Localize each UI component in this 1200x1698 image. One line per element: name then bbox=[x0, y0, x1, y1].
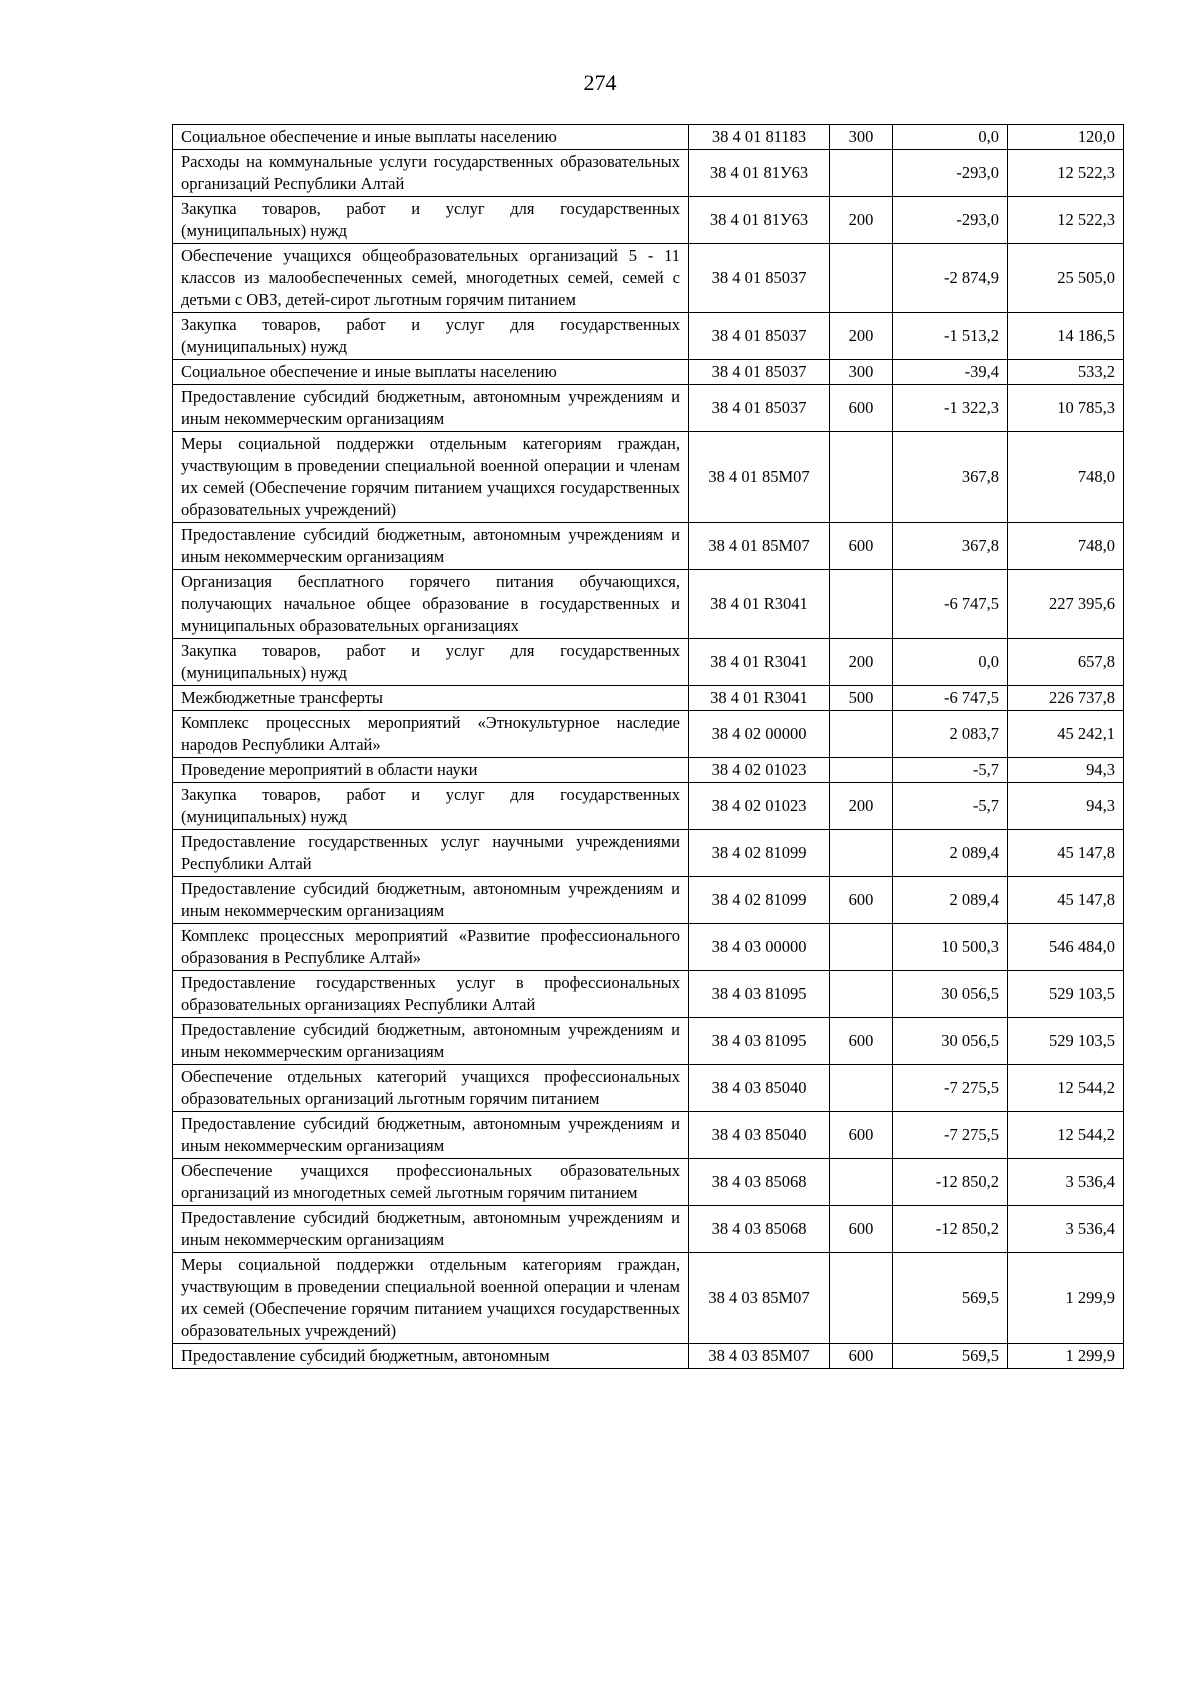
change-amount-cell: 30 056,5 bbox=[893, 1018, 1008, 1065]
expense-type-code-cell bbox=[830, 971, 893, 1018]
item-name-cell: Межбюджетные трансферты bbox=[173, 686, 689, 711]
change-amount-cell: 0,0 bbox=[893, 639, 1008, 686]
table-row bbox=[173, 360, 1124, 385]
table-row bbox=[173, 150, 1124, 197]
table-row bbox=[173, 313, 1124, 360]
table-row bbox=[173, 877, 1124, 924]
expense-type-code-cell: 600 bbox=[830, 523, 893, 570]
change-amount-cell: 10 500,3 bbox=[893, 924, 1008, 971]
table-row bbox=[173, 783, 1124, 830]
change-amount-cell: -7 275,5 bbox=[893, 1112, 1008, 1159]
change-amount-cell: 569,5 bbox=[893, 1253, 1008, 1344]
table-row bbox=[173, 1159, 1124, 1206]
target-article-code-cell: 38 4 01 85037 bbox=[689, 385, 830, 432]
expense-type-code-cell bbox=[830, 1253, 893, 1344]
total-amount-cell: 12 522,3 bbox=[1008, 150, 1124, 197]
change-amount-cell: -12 850,2 bbox=[893, 1206, 1008, 1253]
item-name-cell: Предоставление субсидий бюджетным, автономным учреждениям и иным некоммерческим организациям bbox=[173, 1018, 689, 1065]
change-amount-cell: -2 874,9 bbox=[893, 244, 1008, 313]
total-amount-cell: 25 505,0 bbox=[1008, 244, 1124, 313]
item-name-cell: Меры социальной поддержки отдельным категориям граждан, участвующим в проведении специальной военной операции и членам их семей (Обеспечение горячим питанием учащихся государственных образовательных учреждений) bbox=[173, 432, 689, 523]
item-name-cell: Предоставление государственных услуг научными учреждениями Республики Алтай bbox=[173, 830, 689, 877]
total-amount-cell: 529 103,5 bbox=[1008, 971, 1124, 1018]
table-row bbox=[173, 1112, 1124, 1159]
item-name-cell: Предоставление субсидий бюджетным, автономным учреждениям и иным некоммерческим организациям bbox=[173, 877, 689, 924]
target-article-code-cell: 38 4 02 81099 bbox=[689, 830, 830, 877]
target-article-code-cell: 38 4 01 85М07 bbox=[689, 432, 830, 523]
change-amount-cell: 30 056,5 bbox=[893, 971, 1008, 1018]
item-name-cell: Проведение мероприятий в области науки bbox=[173, 758, 689, 783]
total-amount-cell: 748,0 bbox=[1008, 523, 1124, 570]
target-article-code-cell: 38 4 03 81095 bbox=[689, 971, 830, 1018]
item-name-cell: Социальное обеспечение и иные выплаты населению bbox=[173, 125, 689, 150]
total-amount-cell: 529 103,5 bbox=[1008, 1018, 1124, 1065]
target-article-code-cell: 38 4 02 01023 bbox=[689, 783, 830, 830]
item-name-cell: Комплекс процессных мероприятий «Развитие профессионального образования в Республике Алтай» bbox=[173, 924, 689, 971]
item-name-cell: Социальное обеспечение и иные выплаты населению bbox=[173, 360, 689, 385]
expense-type-code-cell: 600 bbox=[830, 385, 893, 432]
item-name-cell: Закупка товаров, работ и услуг для государственных (муниципальных) нужд bbox=[173, 313, 689, 360]
change-amount-cell: 0,0 bbox=[893, 125, 1008, 150]
expense-type-code-cell: 500 bbox=[830, 686, 893, 711]
item-name-cell: Обеспечение учащихся профессиональных образовательных организаций из многодетных семей льготным горячим питанием bbox=[173, 1159, 689, 1206]
target-article-code-cell: 38 4 03 85040 bbox=[689, 1065, 830, 1112]
expense-type-code-cell: 200 bbox=[830, 783, 893, 830]
table-row bbox=[173, 125, 1124, 150]
item-name-cell: Предоставление субсидий бюджетным, автономным bbox=[173, 1344, 689, 1369]
target-article-code-cell: 38 4 02 00000 bbox=[689, 711, 830, 758]
change-amount-cell: 367,8 bbox=[893, 432, 1008, 523]
change-amount-cell: -1 322,3 bbox=[893, 385, 1008, 432]
table-row bbox=[173, 924, 1124, 971]
change-amount-cell: -5,7 bbox=[893, 758, 1008, 783]
expense-type-code-cell bbox=[830, 711, 893, 758]
target-article-code-cell: 38 4 03 00000 bbox=[689, 924, 830, 971]
expense-type-code-cell: 300 bbox=[830, 360, 893, 385]
total-amount-cell: 227 395,6 bbox=[1008, 570, 1124, 639]
table-row bbox=[173, 758, 1124, 783]
change-amount-cell: -293,0 bbox=[893, 197, 1008, 244]
total-amount-cell: 120,0 bbox=[1008, 125, 1124, 150]
target-article-code-cell: 38 4 03 85М07 bbox=[689, 1253, 830, 1344]
change-amount-cell: -293,0 bbox=[893, 150, 1008, 197]
change-amount-cell: -5,7 bbox=[893, 783, 1008, 830]
expense-type-code-cell: 300 bbox=[830, 125, 893, 150]
target-article-code-cell: 38 4 03 81095 bbox=[689, 1018, 830, 1065]
total-amount-cell: 94,3 bbox=[1008, 783, 1124, 830]
total-amount-cell: 12 522,3 bbox=[1008, 197, 1124, 244]
table-row bbox=[173, 971, 1124, 1018]
target-article-code-cell: 38 4 01 81У63 bbox=[689, 197, 830, 244]
target-article-code-cell: 38 4 03 85068 bbox=[689, 1159, 830, 1206]
change-amount-cell: -6 747,5 bbox=[893, 686, 1008, 711]
target-article-code-cell: 38 4 03 85М07 bbox=[689, 1344, 830, 1369]
expense-type-code-cell: 600 bbox=[830, 1018, 893, 1065]
table-row bbox=[173, 570, 1124, 639]
target-article-code-cell: 38 4 01 81У63 bbox=[689, 150, 830, 197]
table-row bbox=[173, 639, 1124, 686]
target-article-code-cell: 38 4 01 85037 bbox=[689, 244, 830, 313]
target-article-code-cell: 38 4 01 85М07 bbox=[689, 523, 830, 570]
expense-type-code-cell bbox=[830, 244, 893, 313]
expense-type-code-cell bbox=[830, 1065, 893, 1112]
item-name-cell: Меры социальной поддержки отдельным категориям граждан, участвующим в проведении специальной военной операции и членам их семей (Обеспечение горячим питанием учащихся государственных образовательных учреждений) bbox=[173, 1253, 689, 1344]
change-amount-cell: 2 083,7 bbox=[893, 711, 1008, 758]
total-amount-cell: 546 484,0 bbox=[1008, 924, 1124, 971]
change-amount-cell: 2 089,4 bbox=[893, 830, 1008, 877]
table-row bbox=[173, 1344, 1124, 1369]
table-row bbox=[173, 523, 1124, 570]
target-article-code-cell: 38 4 02 81099 bbox=[689, 877, 830, 924]
total-amount-cell: 226 737,8 bbox=[1008, 686, 1124, 711]
total-amount-cell: 10 785,3 bbox=[1008, 385, 1124, 432]
table-row bbox=[173, 385, 1124, 432]
item-name-cell: Закупка товаров, работ и услуг для государственных (муниципальных) нужд bbox=[173, 197, 689, 244]
item-name-cell: Организация бесплатного горячего питания обучающихся, получающих начальное общее образование в государственных и муниципальных образовательных организациях bbox=[173, 570, 689, 639]
expense-type-code-cell bbox=[830, 432, 893, 523]
item-name-cell: Предоставление государственных услуг в профессиональных образовательных организациях Республики Алтай bbox=[173, 971, 689, 1018]
change-amount-cell: 2 089,4 bbox=[893, 877, 1008, 924]
total-amount-cell: 657,8 bbox=[1008, 639, 1124, 686]
item-name-cell: Закупка товаров, работ и услуг для государственных (муниципальных) нужд bbox=[173, 783, 689, 830]
change-amount-cell: 367,8 bbox=[893, 523, 1008, 570]
table-row bbox=[173, 1206, 1124, 1253]
expense-type-code-cell: 600 bbox=[830, 1206, 893, 1253]
total-amount-cell: 748,0 bbox=[1008, 432, 1124, 523]
change-amount-cell: -12 850,2 bbox=[893, 1159, 1008, 1206]
total-amount-cell: 3 536,4 bbox=[1008, 1206, 1124, 1253]
table-row bbox=[173, 830, 1124, 877]
target-article-code-cell: 38 4 01 R3041 bbox=[689, 686, 830, 711]
expense-type-code-cell bbox=[830, 830, 893, 877]
page-number: 274 bbox=[583, 70, 617, 95]
expense-type-code-cell: 200 bbox=[830, 197, 893, 244]
item-name-cell: Закупка товаров, работ и услуг для государственных (муниципальных) нужд bbox=[173, 639, 689, 686]
change-amount-cell: 569,5 bbox=[893, 1344, 1008, 1369]
table-row bbox=[173, 711, 1124, 758]
expense-type-code-cell bbox=[830, 570, 893, 639]
expense-type-code-cell: 600 bbox=[830, 1344, 893, 1369]
table-row bbox=[173, 1253, 1124, 1344]
item-name-cell: Предоставление субсидий бюджетным, автономным учреждениям и иным некоммерческим организациям bbox=[173, 523, 689, 570]
change-amount-cell: -39,4 bbox=[893, 360, 1008, 385]
table-row bbox=[173, 686, 1124, 711]
target-article-code-cell: 38 4 02 01023 bbox=[689, 758, 830, 783]
table-row bbox=[173, 244, 1124, 313]
budget-table-body bbox=[173, 125, 1124, 1369]
item-name-cell: Расходы на коммунальные услуги государственных образовательных организаций Республики Алтай bbox=[173, 150, 689, 197]
expense-type-code-cell bbox=[830, 758, 893, 783]
target-article-code-cell: 38 4 01 81183 bbox=[689, 125, 830, 150]
change-amount-cell: -7 275,5 bbox=[893, 1065, 1008, 1112]
total-amount-cell: 45 147,8 bbox=[1008, 830, 1124, 877]
expense-type-code-cell: 600 bbox=[830, 1112, 893, 1159]
item-name-cell: Предоставление субсидий бюджетным, автономным учреждениям и иным некоммерческим организациям bbox=[173, 385, 689, 432]
total-amount-cell: 533,2 bbox=[1008, 360, 1124, 385]
budget-table bbox=[172, 124, 1124, 1369]
target-article-code-cell: 38 4 01 85037 bbox=[689, 360, 830, 385]
total-amount-cell: 1 299,9 bbox=[1008, 1344, 1124, 1369]
expense-type-code-cell bbox=[830, 150, 893, 197]
total-amount-cell: 94,3 bbox=[1008, 758, 1124, 783]
item-name-cell: Предоставление субсидий бюджетным, автономным учреждениям и иным некоммерческим организациям bbox=[173, 1112, 689, 1159]
table-row bbox=[173, 1065, 1124, 1112]
expense-type-code-cell: 200 bbox=[830, 313, 893, 360]
table-row bbox=[173, 432, 1124, 523]
target-article-code-cell: 38 4 01 R3041 bbox=[689, 639, 830, 686]
target-article-code-cell: 38 4 03 85040 bbox=[689, 1112, 830, 1159]
item-name-cell: Обеспечение учащихся общеобразовательных организаций 5 - 11 классов из малообеспеченных семей, многодетных семей, семей с детьми с ОВЗ, детей-сирот льготным горячим питанием bbox=[173, 244, 689, 313]
total-amount-cell: 1 299,9 bbox=[1008, 1253, 1124, 1344]
item-name-cell: Предоставление субсидий бюджетным, автономным учреждениям и иным некоммерческим организациям bbox=[173, 1206, 689, 1253]
expense-type-code-cell bbox=[830, 924, 893, 971]
target-article-code-cell: 38 4 03 85068 bbox=[689, 1206, 830, 1253]
total-amount-cell: 3 536,4 bbox=[1008, 1159, 1124, 1206]
table-row bbox=[173, 1018, 1124, 1065]
item-name-cell: Обеспечение отдельных категорий учащихся профессиональных образовательных организаций льготным горячим питанием bbox=[173, 1065, 689, 1112]
total-amount-cell: 45 147,8 bbox=[1008, 877, 1124, 924]
expense-type-code-cell: 600 bbox=[830, 877, 893, 924]
expense-type-code-cell bbox=[830, 1159, 893, 1206]
total-amount-cell: 45 242,1 bbox=[1008, 711, 1124, 758]
item-name-cell: Комплекс процессных мероприятий «Этнокультурное наследие народов Республики Алтай» bbox=[173, 711, 689, 758]
change-amount-cell: -6 747,5 bbox=[893, 570, 1008, 639]
change-amount-cell: -1 513,2 bbox=[893, 313, 1008, 360]
expense-type-code-cell: 200 bbox=[830, 639, 893, 686]
table-row bbox=[173, 197, 1124, 244]
target-article-code-cell: 38 4 01 R3041 bbox=[689, 570, 830, 639]
total-amount-cell: 14 186,5 bbox=[1008, 313, 1124, 360]
total-amount-cell: 12 544,2 bbox=[1008, 1112, 1124, 1159]
total-amount-cell: 12 544,2 bbox=[1008, 1065, 1124, 1112]
target-article-code-cell: 38 4 01 85037 bbox=[689, 313, 830, 360]
